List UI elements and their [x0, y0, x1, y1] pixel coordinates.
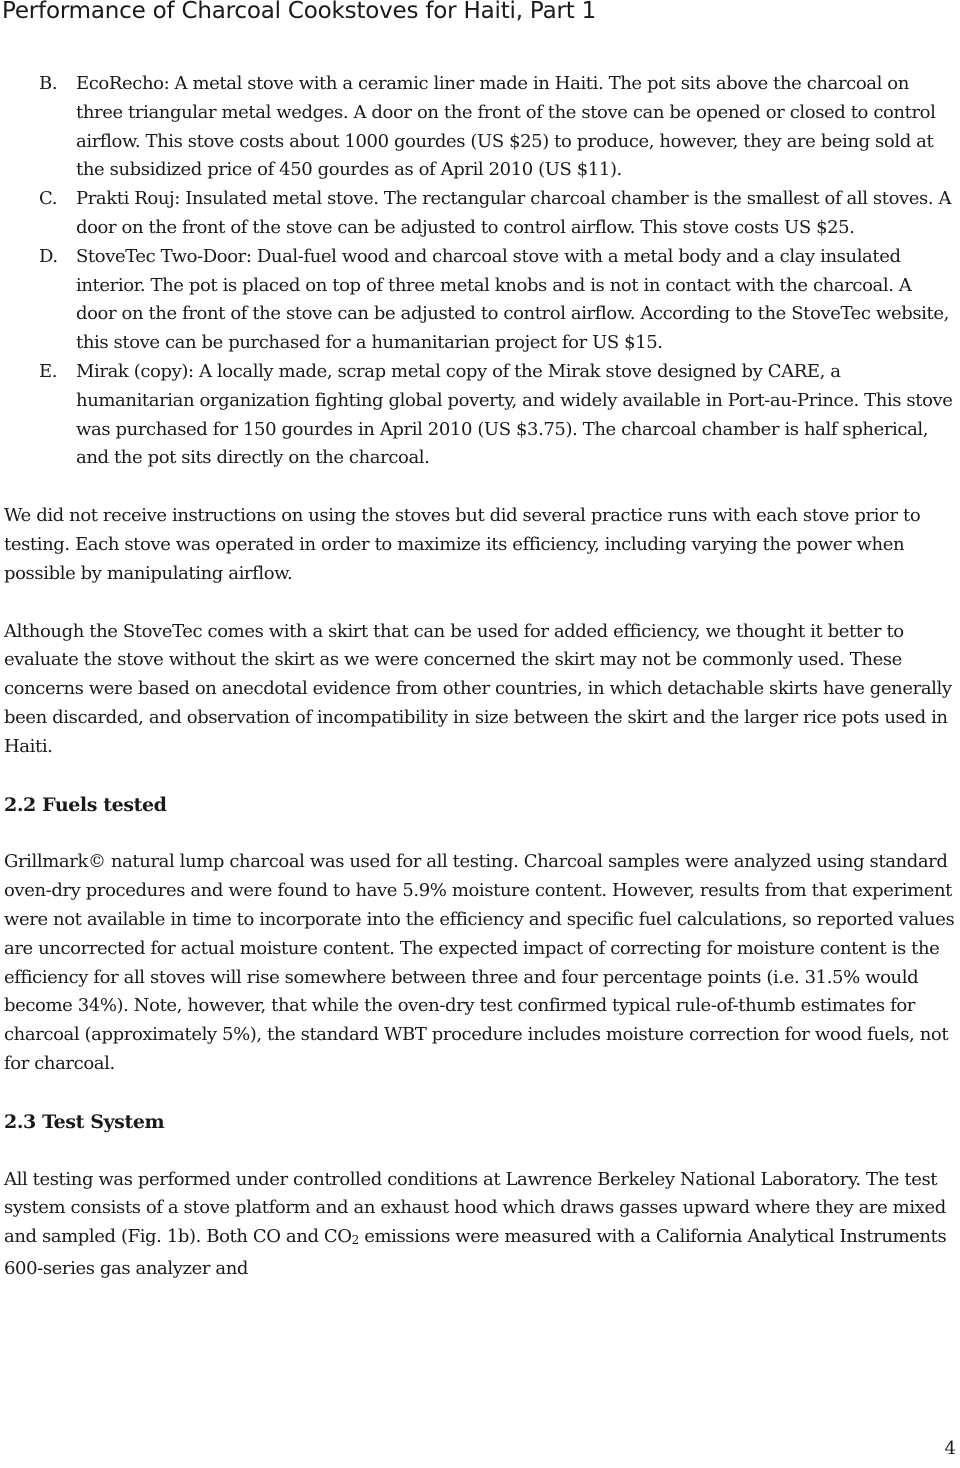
section-heading-fuels: 2.2 Fuels tested — [4, 793, 167, 816]
subscript: 2 — [351, 1233, 359, 1248]
text-run: emissions were measured with a California Analytical Instruments 600-series gas analyzer and — [4, 1226, 947, 1279]
list-item — [4, 70, 956, 185]
page-body — [4, 70, 956, 1284]
text-run: All testing was performed under controlled conditions at Lawrence Berkeley National Laboratory. The test system consists of a stove platform and an exhaust hood which draws gasses upward where they are mixed and sampled (Fig. 1b). Both CO and CO — [4, 1168, 946, 1248]
paragraph-skirt: Although the StoveTec comes with a skirt that can be used for added efficiency, we thought it better to evaluate the stove without the skirt as we were concerned the skirt may not be commonly used. These concerns were based on anecdotal evidence from other countries, in which detachable skirts have generally been discarded, and observation of incompatibility in size between the skirt and the larger rice pots used in Haiti. — [4, 620, 952, 757]
running-head-title: Performance of Charcoal Cookstoves for Haiti, Part 1 — [2, 0, 597, 24]
stove-list — [4, 70, 956, 473]
list-marker: C. — [39, 188, 58, 210]
list-item — [4, 358, 956, 473]
paragraph-test-system — [4, 1166, 956, 1284]
section-heading-system: 2.3 Test System — [4, 1110, 165, 1133]
paragraph-instructions: We did not receive instructions on using the stoves but did several practice runs with each stove prior to testing. Each stove was operated in order to maximize its efficiency, including varying the power when possible by manipulating airflow. — [4, 505, 921, 584]
list-item — [4, 185, 956, 243]
page-number: 4 — [944, 1438, 956, 1459]
list-marker: D. — [39, 245, 58, 267]
list-item-text: Prakti Rouj: Insulated metal stove. The rectangular charcoal chamber is the smallest of all stoves. A door on the front of the stove can be adjusted to control airflow. This stove costs US $25. — [76, 188, 952, 238]
list-item-text: Mirak (copy): A locally made, scrap metal copy of the Mirak stove designed by CARE, a humanitarian organization fighting global poverty, and widely available in Port-au-Prince. This stove was purchased for 150 gourdes in April 2010 (US $3.75). The charcoal chamber is half spherical, and the pot sits directly on the charcoal. — [76, 360, 953, 469]
list-marker: B. — [39, 73, 58, 94]
list-item — [4, 243, 956, 358]
paragraph-fuels: Grillmark© natural lump charcoal was used for all testing. Charcoal samples were analyzed using standard oven-dry procedures and were found to have 5.9% moisture content. However, results from that experiment were not available in time to incorporate into the efficiency and specific fuel calculations, so reported values are uncorrected for actual moisture content. The expected impact of correcting for moisture content is the efficiency for all stoves will rise somewhere between three and four percentage points (i.e. 31.5% would become 34%). Note, however, that while the oven-dry test confirmed typical rule-of-thumb estimates for charcoal (approximately 5%), the standard WBT procedure includes moisture correction for wood fuels, not for charcoal. — [4, 851, 955, 1074]
list-marker: E. — [39, 360, 58, 382]
list-item-text: StoveTec Two-Door: Dual-fuel wood and charcoal stove with a metal body and a clay insulated interior. The pot is placed on top of three metal knobs and is not in contact with the charcoal. A door on the front of the stove can be adjusted to control airflow. According to the StoveTec website, this stove can be purchased for a humanitarian project for US $15. — [76, 245, 949, 354]
list-item-text: EcoRecho: A metal stove with a ceramic liner made in Haiti. The pot sits above the charcoal on three triangular metal wedges. A door on the front of the stove can be opened or closed to control airflow. This stove costs about 1000 gourdes (US $25) to produce, however, they are being sold at the subsidized price of 450 gourdes as of April 2010 (US $11). — [76, 73, 936, 181]
